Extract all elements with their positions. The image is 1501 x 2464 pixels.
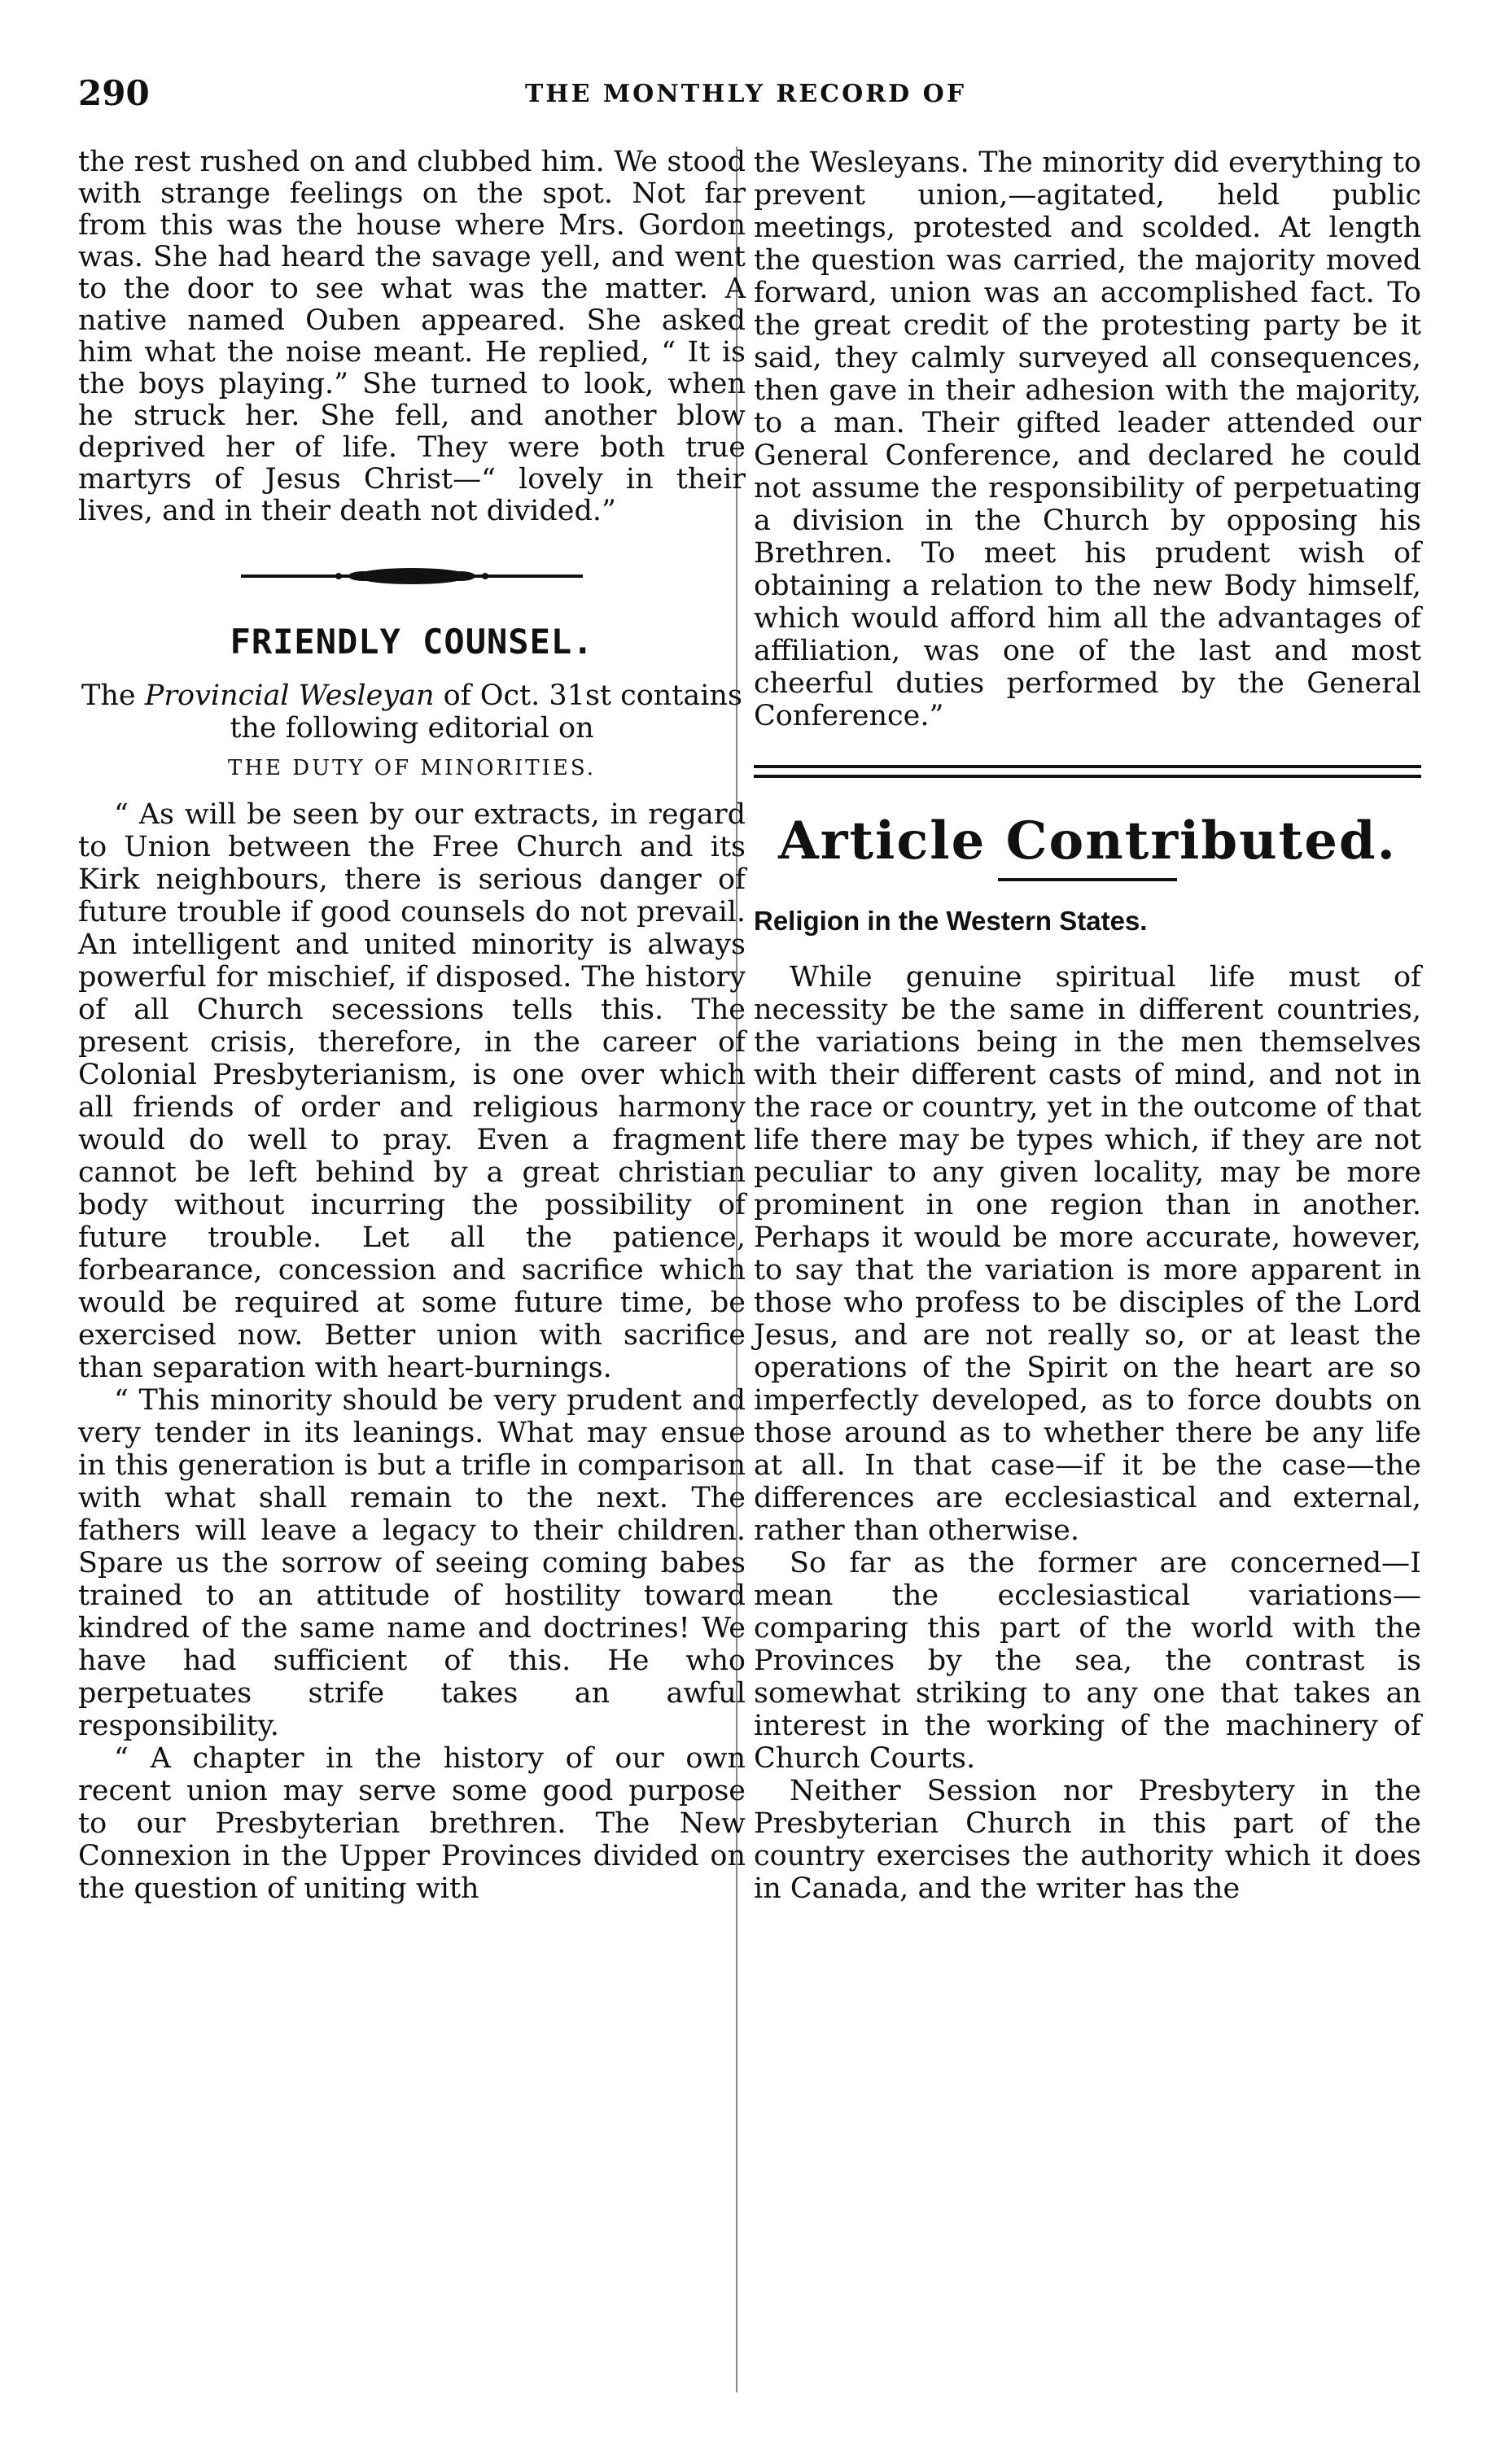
intro-line [78, 679, 746, 745]
paragraph-session-presbytery: Neither Session nor Presbytery in the Presbyterian Church in this part of the country exercises the authority which it does in Canada, and the writer has the [754, 1775, 1421, 1905]
paragraph-spiritual-life: While genuine spiritual life must of necessity be the same in different countries, the variations being in the men themselves with their different casts of mind, and not in the race or country, yet in the outcome of that life there may be types which, if they are not peculiar to any given locality, may be more prominent in one region than in another. Perhaps it would be more accurate, however, to say that the variation is more apparent in those who profess to be disciples of the Lord Jesus, and are not really so, or at least the operations of the Spirit on the heart are so imperfectly developed, as to force doubts on those around as to whether there be any life at all. In that case—if it be the case—the differences are ecclesiastical and external, rather than otherwise. [754, 961, 1421, 1547]
paragraph-chapter-history: “ A chapter in the history of our own recent union may serve some good purpose to our Presbyterian brethren. The New Connexion in the Upper Provinces divided on the question of uniting with [78, 1742, 746, 1905]
page-header [78, 73, 1413, 122]
subsection-title-religion-western-states: Religion in the Western States. [754, 906, 1148, 936]
section-title-friendly-counsel: FRIENDLY COUNSEL. [230, 622, 594, 662]
paragraph-union-extract: “ As will be seen by our extracts, in regard to Union between the Free Church and its Kirk neighbours, there is serious danger of future trouble if good counsels do not prevail. An intelligent and united minority is always powerful for mischief, if disposed. The history of all Church secessions tells this. The present crisis, therefore, in the career of Colonial Presbyterianism, is one over which all friends of order and religious harmony would do well to pray. Even a fragment cannot be left behind by a great christian body without incurring the possibility of future trouble. Let all the patience, forbearance, concession and sacrifice which would be required at some future time, be exercised now. Better union with sacrifice than separation with heart-burnings. [78, 798, 746, 1384]
title-underline [998, 878, 1177, 881]
publication-name: Provincial Wesleyan [144, 679, 435, 712]
left-column [78, 146, 746, 1905]
section-title-article-contributed: Article Contributed. [778, 810, 1397, 872]
paragraph-ecclesiastical-variations: So far as the former are concerned—I mean the ecclesiastical variations—comparing this part of the world with the Provinces by the sea, the contrast is somewhat striking to any one that takes an interest in the working of the machinery of Church Courts. [754, 1547, 1421, 1775]
subheading-duty-of-minorities: THE DUTY OF MINORITIES. [228, 756, 596, 780]
intro-text-pre: The [81, 679, 145, 712]
intro-text-post: of Oct. 31st contains the following editorial on [230, 679, 742, 745]
ornament-divider [241, 566, 583, 586]
page-number: 290 [78, 73, 150, 113]
paragraph-martyrs: the rest rushed on and clubbed him. We stood with strange feelings on the spot. Not far from this was the house where Mrs. Gordon was. She had heard the savage yell, and went to the door to see what was the matter. A native named Ouben appeared. She asked him what the noise meant. He replied, “ It is the boys playing.” She turned to look, when he struck her. She fell, and another blow deprived her of life. They were both true martyrs of Jesus Christ—“ lovely in their lives, and in their death not divided.” [78, 146, 746, 527]
double-rule-divider [754, 765, 1421, 778]
paragraph-wesleyans: the Wesleyans. The minority did everything to prevent union,—agitated, held public meetings, protested and scolded. At length the question was carried, the majority moved forward, union was an accomplished fact. To the great credit of the protesting party be it said, they calmly surveyed all consequences, then gave in their adhesion with the majority, to a man. Their gifted leader attended our General Conference, and declared he could not assume the responsibility of perpetuating a division in the Church by opposing his Brethren. To meet his prudent wish of obtaining a relation to the new Body himself, which would afford him all the advantages of affiliation, was one of the last and most cheerful duties performed by the General Conference.” [754, 146, 1421, 732]
running-head: THE MONTHLY RECORD OF [524, 80, 967, 108]
paragraph-minority-prudent: “ This minority should be very prudent and very tender in its leanings. What may ensue in this generation is but a trifle in comparison with what shall remain to the next. The fathers will leave a legacy to their children. Spare us the sorrow of seeing coming babes trained to an attitude of hostility toward kindred of the same name and doctrines! We have had sufficient of this. He who perpetuates strife takes an awful responsibility. [78, 1384, 746, 1742]
right-column [754, 146, 1421, 1905]
